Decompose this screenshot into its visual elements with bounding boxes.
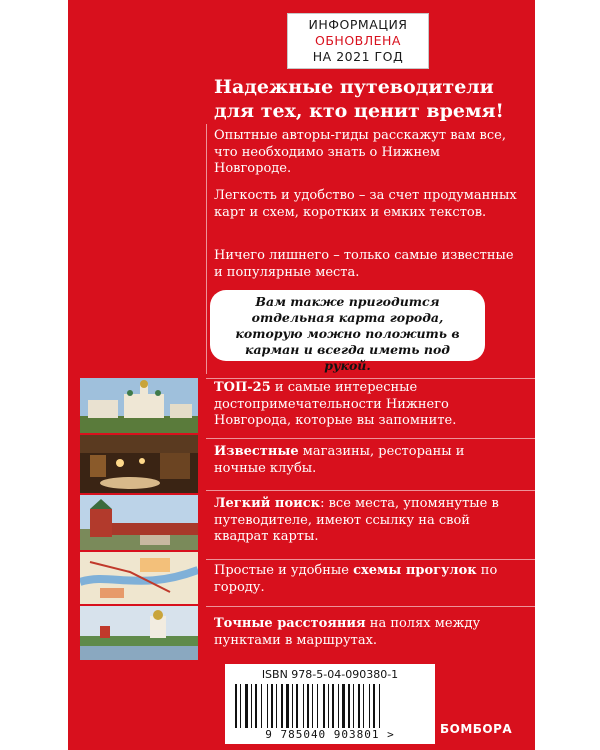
publisher-logo: БОМБОРА: [440, 722, 513, 736]
section-rule: [206, 606, 535, 607]
feature-distances-bold: Точные расстояния: [214, 616, 366, 631]
badge-line-1: ИНФОРМАЦИЯ: [308, 17, 408, 32]
feature-search: [214, 496, 519, 546]
intro-paragraph-essentials: Ничего лишнего – только самые известные и популярные места.: [214, 248, 514, 280]
section-rule: [206, 438, 535, 439]
vertical-divider: [206, 124, 207, 374]
feature-top25-text: и самые интересные достопримечательности Нижнего Новгорода, которые вы запомните.: [214, 380, 457, 428]
headline: [214, 75, 534, 123]
headline-line-1: Надежные путеводители: [214, 76, 494, 98]
feature-places-text: магазины, рестораны и ночные клубы.: [214, 444, 465, 476]
photo-strip: [80, 378, 198, 660]
feature-places: [214, 444, 519, 477]
intro-paragraph-ease: Легкость и удобство – за счет продуманных карт и схем, коротких и емких текстов.: [214, 188, 517, 220]
badge-line-2: ОБНОВЛЕНА: [315, 33, 401, 48]
section-rule: [206, 490, 535, 491]
intro-paragraph-authors: Опытные авторы-гиды расскажут вам все, что необходимо знать о Нижнем Новгороде.: [214, 128, 506, 176]
barcode-digits: 9 785040 903801 >: [265, 728, 395, 741]
feature-search-bold: Легкий поиск: [214, 496, 321, 511]
badge-line-3: НА 2021 ГОД: [312, 49, 404, 64]
feature-walks-bold: схемы прогулок: [353, 563, 477, 578]
headline-line-2: для тех, кто ценит время!: [214, 100, 504, 122]
barcode-block: [225, 664, 435, 744]
river-church-photo: [80, 606, 198, 660]
section-rule: [206, 378, 535, 379]
monastery-photo: [80, 378, 198, 433]
isbn-text: ISBN 978-5-04-090380-1: [261, 668, 399, 681]
feature-walks-text: по городу.: [214, 563, 498, 595]
restaurant-photo: [80, 435, 198, 493]
section-rule: [206, 559, 535, 560]
feature-distances: [214, 616, 519, 649]
feature-places-bold: Известные: [214, 444, 299, 459]
feature-walks: [214, 563, 519, 596]
map-callout: Вам также пригодится отдельная карта города, которую можно положить в карман и всегда иметь под рукой.: [210, 290, 485, 361]
feature-distances-text: на полях между пунктами в маршрутах.: [214, 616, 481, 648]
update-badge: [287, 13, 429, 69]
map-photo: [80, 552, 198, 604]
feature-top25-bold: ТОП-25: [214, 380, 271, 395]
kremlin-wall-photo: [80, 495, 198, 550]
barcode-bars: [235, 684, 425, 728]
feature-top25: [214, 380, 519, 430]
feature-walks-pre: Простые и удобные: [214, 563, 354, 578]
feature-search-text: : все места, упомянутые в путеводителе, имеют ссылку на свой квадрат карты.: [214, 496, 499, 544]
